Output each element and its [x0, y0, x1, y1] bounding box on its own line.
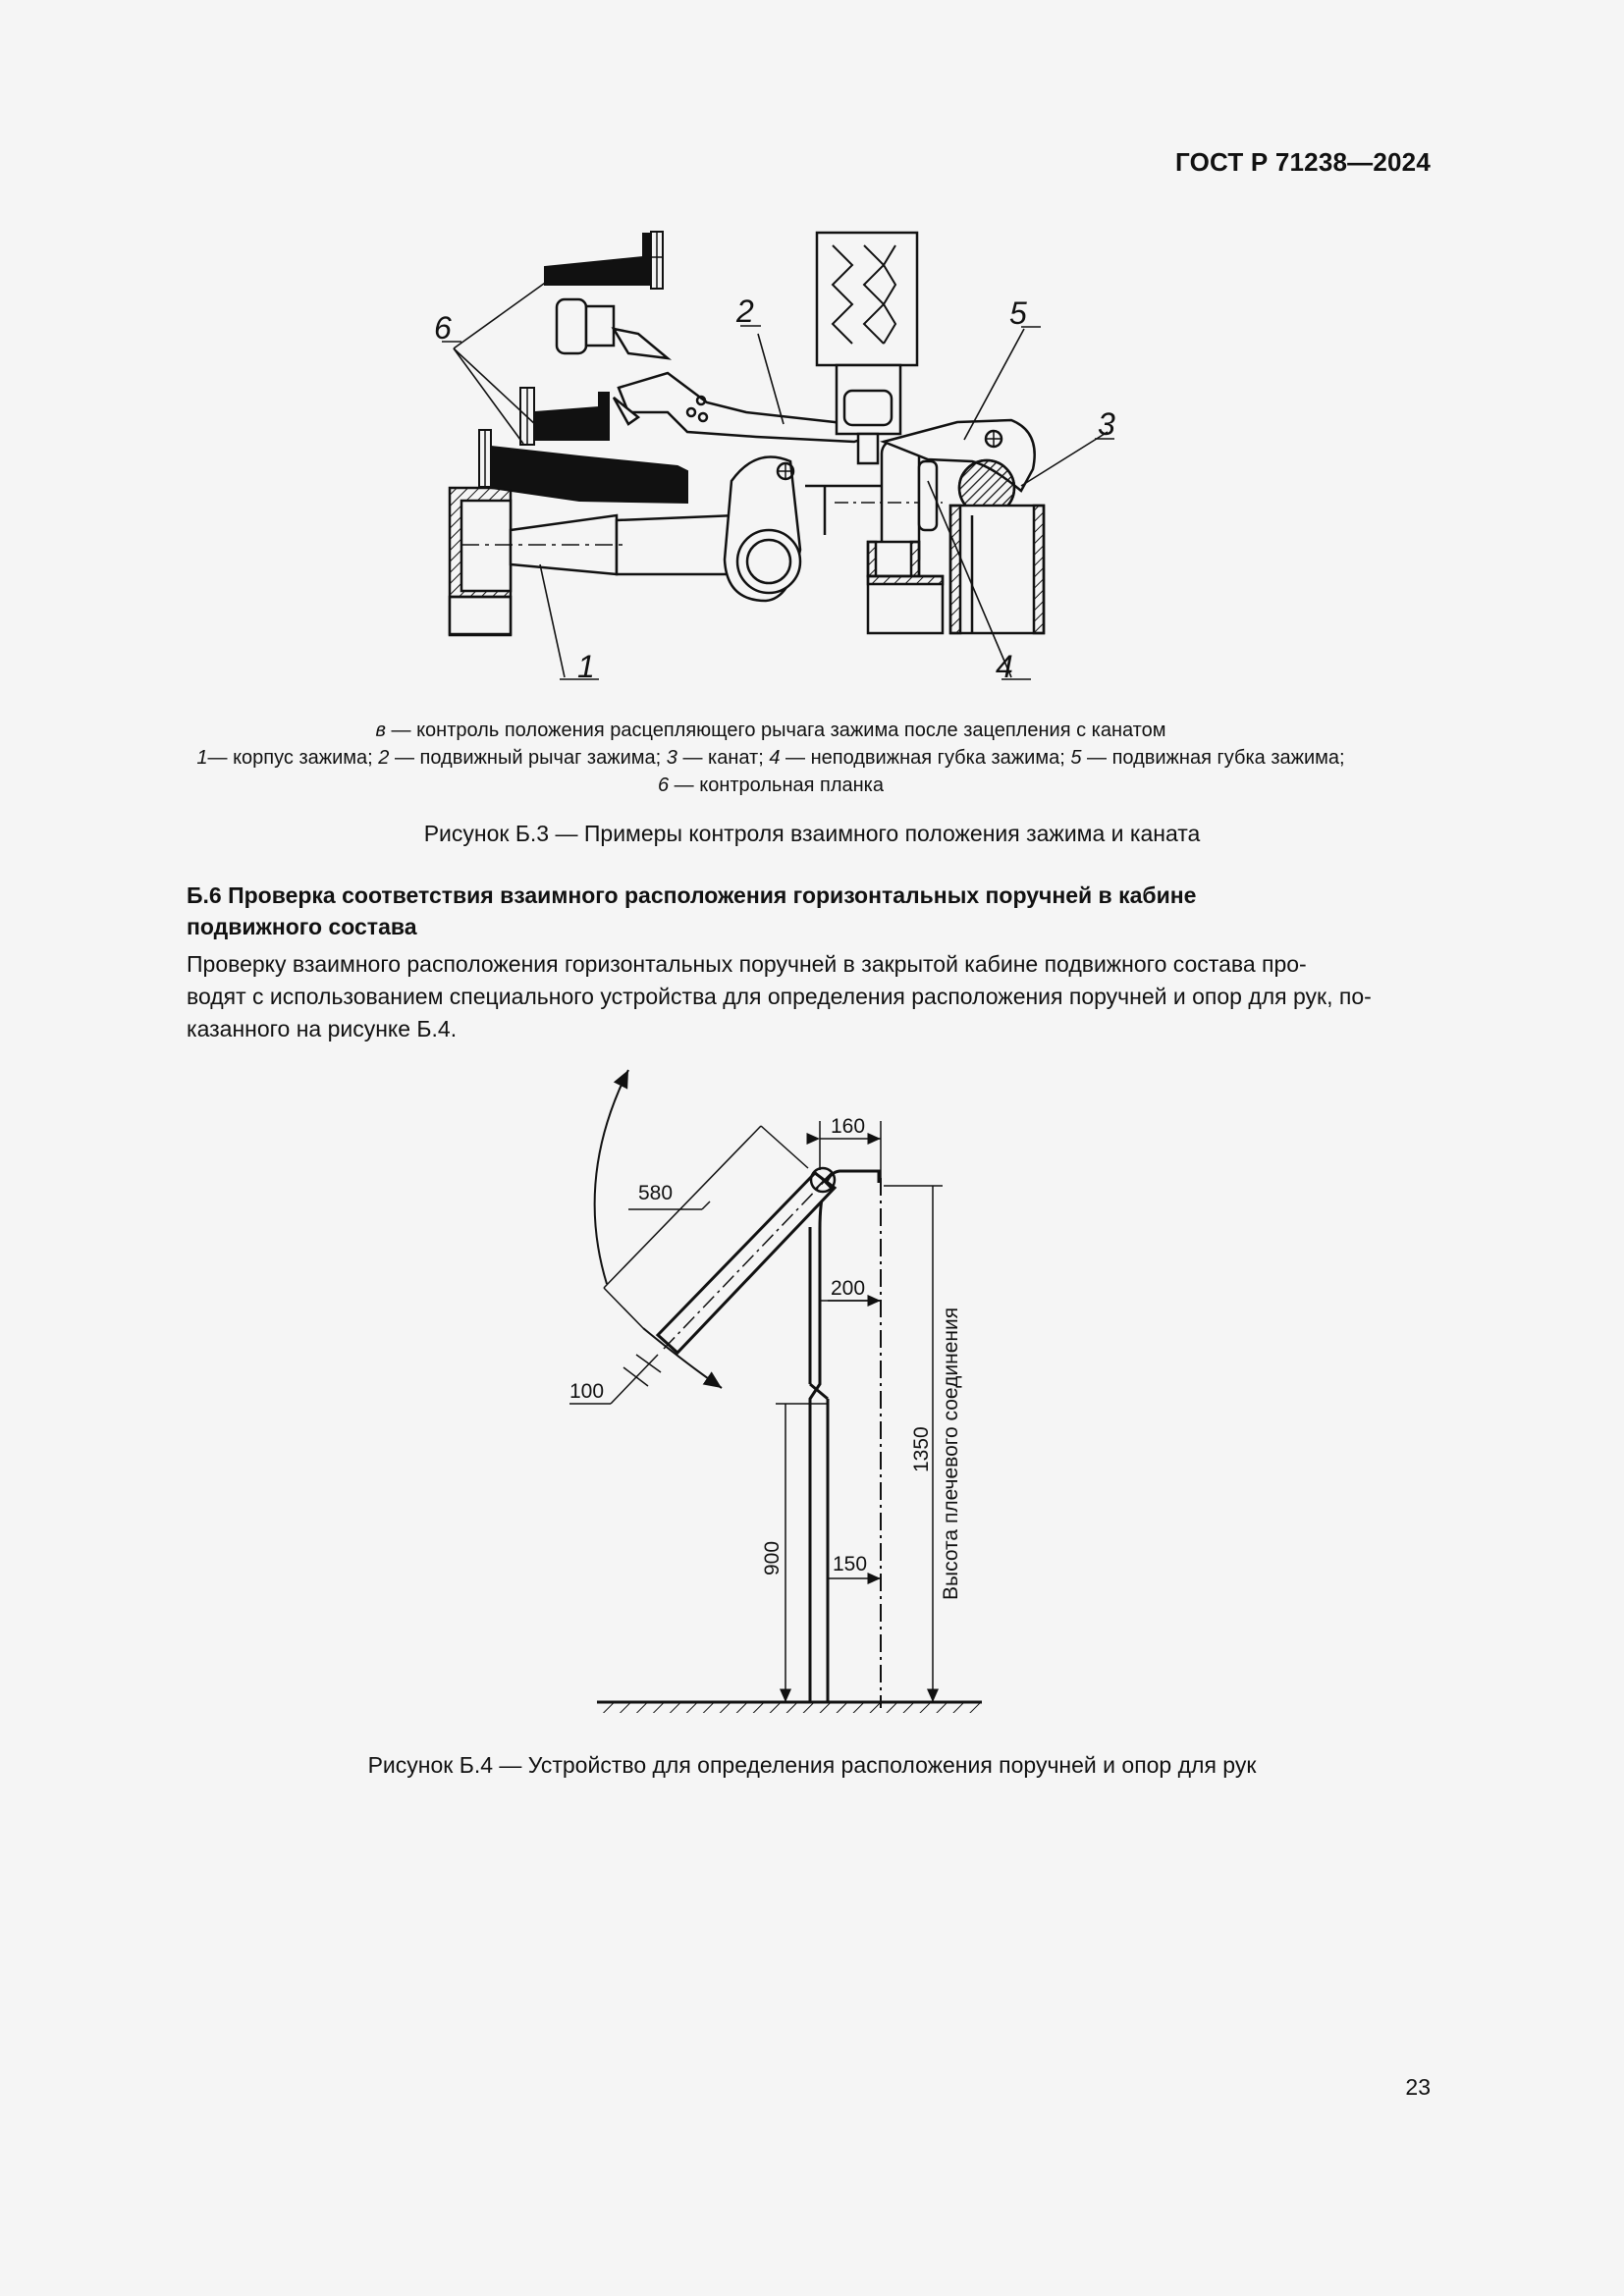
dim-160: 160 [831, 1115, 866, 1138]
caption-line-3 [108, 772, 1434, 799]
legend-text-1: — корпус зажима; [207, 747, 379, 769]
legend-num-3: 3 [666, 747, 677, 769]
dim-1350: 1350 [910, 1426, 933, 1472]
section-heading [187, 880, 1432, 942]
figure-b4-title: Рисунок Б.4 — Устройство для определения расположения поручней и опор для рук [367, 1752, 1257, 1778]
page-number: 23 [1405, 2074, 1431, 2100]
figure-b4-drawing [0, 1060, 1624, 1728]
label-6: 6 [434, 310, 452, 346]
caption-text: — контроль положения расцепляющего рычага зажима после зацепления с канатом [385, 720, 1166, 741]
legend-num-4: 4 [769, 747, 781, 769]
label-3: 3 [1098, 406, 1115, 442]
figure-b3-caption [108, 717, 1434, 799]
dim-900: 900 [761, 1540, 784, 1575]
label-1: 1 [577, 649, 595, 684]
paragraph-line-2: водят с использованием специального устройства для определения расположения поручней и опор для рук, по- [187, 984, 1372, 1009]
dim-150: 150 [833, 1553, 868, 1575]
dim-580: 580 [638, 1182, 674, 1204]
caption-prefix: в [375, 720, 386, 741]
legend-text-5: — подвижная губка зажима; [1081, 747, 1345, 769]
figure-b3-drawing [0, 0, 1624, 707]
section-heading-line-2: подвижного состава [187, 914, 417, 939]
label-2: 2 [736, 294, 754, 329]
legend-num-5: 5 [1070, 747, 1082, 769]
paragraph-line-1: Проверку взаимного расположения горизонтальных поручней в закрытой кабине подвижного состава про- [187, 951, 1307, 977]
legend-num-6: 6 [658, 774, 670, 796]
section-paragraph [187, 948, 1432, 1045]
document-code: ГОСТ Р 71238—2024 [1175, 147, 1431, 177]
caption-line-1 [108, 717, 1434, 744]
legend-num-2: 2 [378, 747, 390, 769]
shoulder-height-label: Высота плечевого соединения [940, 1307, 962, 1600]
legend-text-3: — канат; [677, 747, 770, 769]
dim-100: 100 [569, 1380, 605, 1403]
dim-200: 200 [831, 1277, 866, 1300]
label-4: 4 [996, 649, 1013, 684]
figure-b3-title: Рисунок Б.3 — Примеры контроля взаимного положения зажима и каната [423, 821, 1201, 846]
legend-num-1: 1 [196, 747, 208, 769]
legend-text-2: — подвижный рычаг зажима; [389, 747, 667, 769]
caption-legend [108, 744, 1434, 772]
paragraph-line-3: казанного на рисунке Б.4. [187, 1016, 458, 1041]
section-heading-line-1: Б.6 Проверка соответствия взаимного расположения горизонтальных поручней в кабине [187, 882, 1197, 908]
legend-text-4: — неподвижная губка зажима; [780, 747, 1071, 769]
label-5: 5 [1009, 295, 1027, 331]
legend-text-6: — контрольная планка [669, 774, 884, 796]
